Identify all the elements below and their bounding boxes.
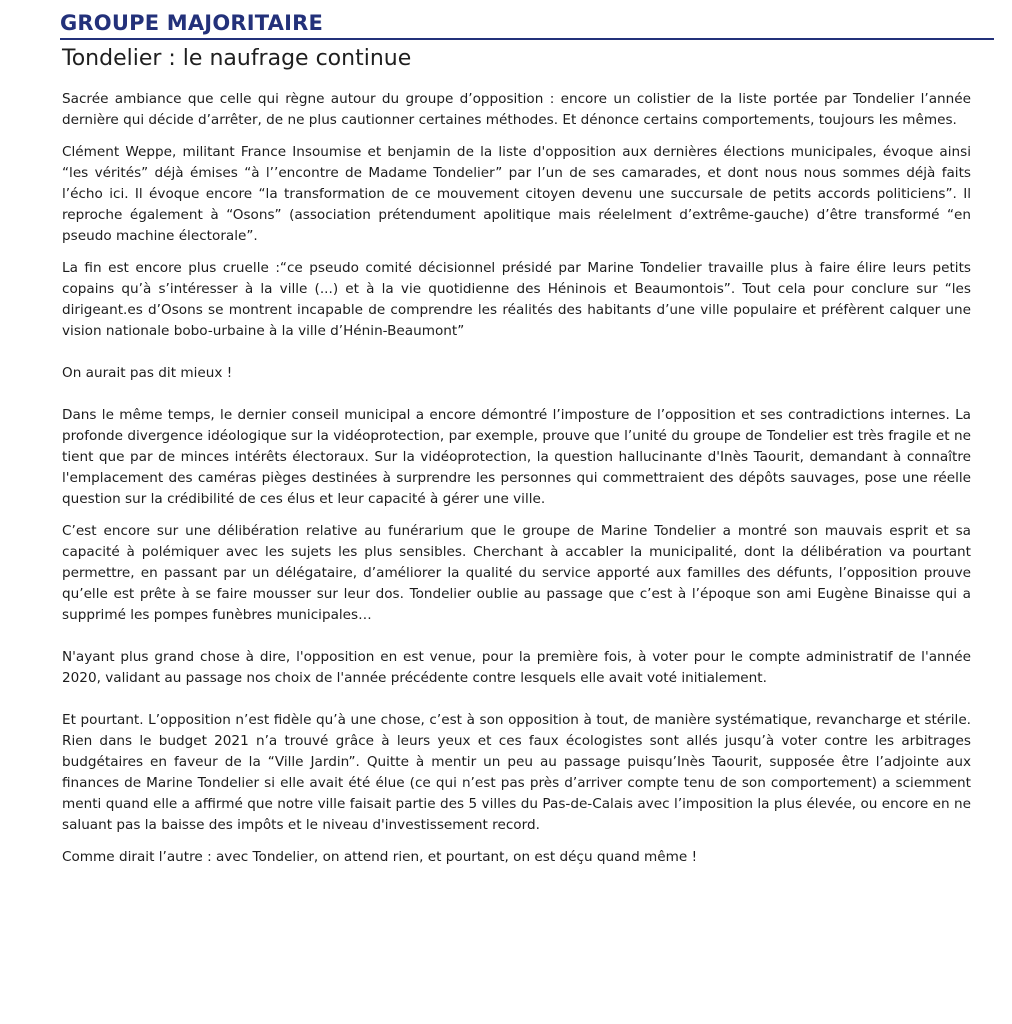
paragraph: Et pourtant. L’opposition n’est fidèle qu’à une chose, c’est à son opposition à tout, de manière systématique, revancharge et stérile. Rien dans le budget 2021 n’a trouvé grâce à leurs yeux et ces faux écologistes sont allés jusqu’à voter contre les arbitrages budgétaires en faveur de la “Ville Jardin”. Quitte à mentir un peu au passage puisqu’Inès Taourit, supposée être l’adjointe aux finances de Marine Tondelier si elle avait été élue (ce qui n’est pas près d’arriver compte tenu de son comportement) a sciemment menti quand elle a affirmé que notre ville faisait partie des 5 villes du Pas-de-Calais avec l’imposition la plus élevée, ou encore en ne saluant pas la baisse des impôts et le niveau d'investissement record. (62, 712, 971, 833)
paragraph: C’est encore sur une délibération relative au funérarium que le groupe de Marine Tondelier a montré son mauvais esprit et sa capacité à polémiquer avec les sujets les plus sensibles. Cherchant à accabler la municipalité, dont la délibération va pourtant permettre, en passant par un délégataire, d’améliorer la qualité du service apporté aux familles des défunts, l’opposition prouve qu’elle est prête à se faire mousser sur leur dos. Tondelier oublie au passage que c’est à l’époque son ami Eugène Binaisse qui a supprimé les pompes funèbres municipales… (62, 523, 971, 623)
article-title: Tondelier : le naufrage continue (62, 46, 412, 71)
article-body (62, 89, 971, 868)
paragraph: On aurait pas dit mieux ! (62, 365, 233, 381)
paragraph: Comme dirait l’autre : avec Tondelier, on attend rien, et pourtant, on est déçu quand même ! (62, 849, 698, 865)
paragraph: N'ayant plus grand chose à dire, l'opposition en est venue, pour la première fois, à voter pour le compte administratif de l'année 2020, validant au passage nos choix de l'année précédente contre lesquels elle avait voté initialement. (62, 649, 971, 686)
paragraph: Dans le même temps, le dernier conseil municipal a encore démontré l’imposture de l’opposition et ses contradictions internes. La profonde divergence idéologique sur la vidéoprotection, par exemple, prouve que l’unité du groupe de Tondelier est très fragile et ne tient que par de minces intérêts électoraux. Sur la vidéoprotection, la question hallucinante d'Inès Taourit, demandant à connaître l'emplacement des caméras pièges destinées à surprendre les personnes qui commettraient des dépôts sauvages, pose une réelle question sur la crédibilité de ces élus et leur capacité à gérer une ville. (62, 407, 971, 507)
paragraph: Sacrée ambiance que celle qui règne autour du groupe d’opposition : encore un colistier de la liste portée par Tondelier l’année dernière qui décide d’arrêter, de ne plus cautionner certaines méthodes. Et dénonce certains comportements, toujours les mêmes. (62, 91, 971, 128)
paragraph: Clément Weppe, militant France Insoumise et benjamin de la liste d'opposition aux dernières élections municipales, évoque ainsi “les vérités” déjà émises “à l’’encontre de Madame Tondelier” par l’un de ses camarades, et dont nous nous sommes déjà faits l’écho ici. Il évoque encore “la transformation de ce mouvement citoyen devenu une succursale de petits accords politiciens”. Il reproche également à “Osons” (association prétendument apolitique mais réelelment d’extrême-gauche) d’être transformé “en pseudo machine électorale”. (62, 144, 971, 244)
paragraph: La fin est encore plus cruelle :“ce pseudo comité décisionnel présidé par Marine Tondelier travaille plus à faire élire leurs petits copains qu’à s’intéresser à la ville (...) et à la vie quotidienne des Héninois et Beaumontois”. Tout cela pour conclure sur “les dirigeant.es d’Osons se montrent incapable de comprendre les réalités des habitants d’une ville populaire et préfèrent calquer une vision nationale bobo-urbaine à la ville d’Hénin-Beaumont” (62, 260, 971, 339)
section-title: GROUPE MAJORITAIRE (60, 11, 324, 35)
title-rule (60, 38, 994, 40)
header (60, 10, 994, 40)
